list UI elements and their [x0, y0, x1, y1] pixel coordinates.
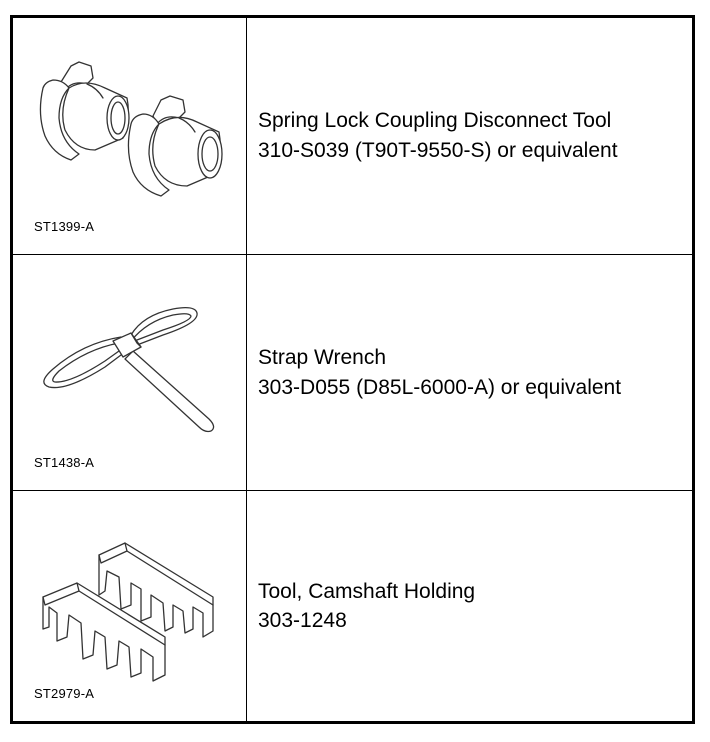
tool-name: Spring Lock Coupling Disconnect Tool — [258, 109, 612, 132]
tool-row — [13, 491, 692, 721]
illustration-cell — [13, 255, 247, 490]
description-cell — [247, 491, 692, 721]
illustration-cell — [13, 18, 247, 254]
description-cell — [247, 18, 692, 254]
illustration-code: ST1399-A — [34, 219, 95, 234]
description-cell — [247, 255, 692, 490]
coupling-tool-left — [40, 62, 129, 160]
illustration-code: ST2979-A — [34, 686, 95, 701]
coupling-tool-right — [128, 96, 222, 196]
tool-number: 303-1248 — [258, 609, 347, 632]
tool-number: 310-S039 (T90T-9550-S) or equivalent — [258, 139, 618, 162]
illustration-code: ST1438-A — [34, 455, 95, 470]
special-tools-table — [10, 15, 695, 724]
tool-row — [13, 18, 692, 255]
tool-row — [13, 255, 692, 491]
tool-name: Tool, Camshaft Holding — [258, 580, 476, 603]
illustration-cell — [13, 491, 247, 721]
tool-name: Strap Wrench — [258, 345, 386, 369]
tool-number: 303-D055 (D85L-6000-A) or equivalent — [258, 375, 622, 399]
